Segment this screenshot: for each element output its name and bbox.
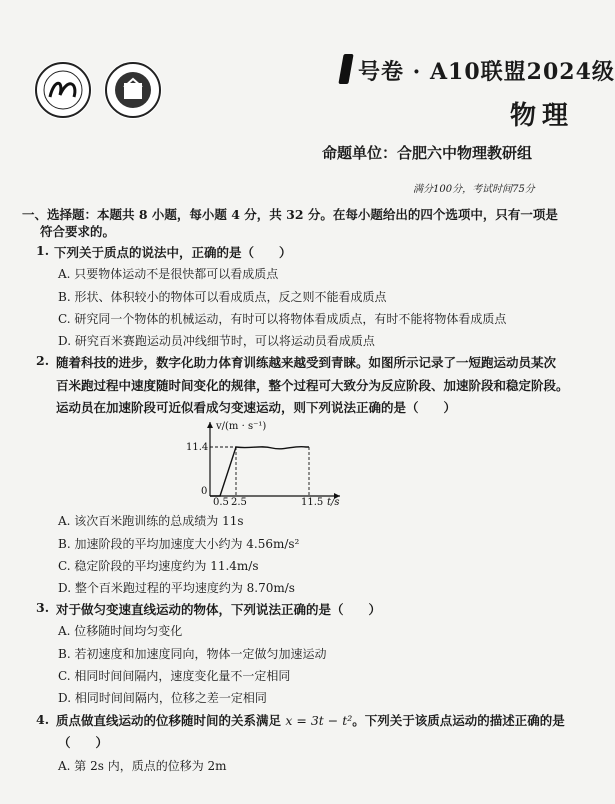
school-seal-icon	[34, 61, 92, 119]
x-tick-11-5: 11.5	[301, 497, 324, 508]
velocity-curve	[210, 447, 309, 496]
question-2-option-b[interactable]: B. 加速阶段的平均加速度大小约为 4.56m/s²	[58, 537, 300, 551]
school-seal-logo	[34, 61, 92, 119]
velocity-time-graph	[180, 418, 350, 506]
exam-title: 号卷 · A10联盟2024级	[358, 59, 615, 85]
education-seal-icon	[104, 61, 162, 119]
origin-label: 0	[201, 486, 208, 497]
y-tick-label: 11.4	[186, 442, 209, 453]
section-heading: 一、选择题：本题共 8 小题，每小题 4 分，共 32 分。在每小题给出的四个选项中，只有一项是	[22, 207, 558, 222]
question-3-number: 3.	[36, 600, 50, 615]
question-4-stem-pre: 质点做直线运动的位移随时间的关系满足	[56, 713, 286, 728]
question-4-number: 4.	[36, 712, 50, 727]
x-tick-0-5: 0.5	[213, 497, 229, 508]
title-marker-icon	[338, 54, 353, 84]
question-2-stem-line3: 运动员在加速阶段可近似看成匀变速运动，则下列说法正确的是（ ）	[56, 400, 457, 415]
question-2-stem-line1: 随着科技的进步，数字化助力体育训练越来越受到青睐。如图所示记录了一短跑运动员某次	[56, 355, 557, 370]
v-axis-arrow-icon	[207, 422, 213, 428]
question-3-option-a[interactable]: A. 位移随时间均匀变化	[58, 624, 183, 638]
question-3-option-d[interactable]: D. 相同时间间隔内，位移之差一定相同	[58, 691, 267, 705]
education-seal-logo	[104, 61, 162, 119]
question-2-option-a[interactable]: A. 该次百米跑训练的总成绩为 11s	[58, 514, 244, 528]
question-1-number: 1.	[36, 243, 50, 258]
question-1-option-c[interactable]: C. 研究同一个物体的机械运动，有时可以将物体看成质点，有时不能将物体看成质点	[58, 312, 507, 326]
question-4-stem	[56, 711, 565, 729]
v-axis-label: v/(m · s⁻¹)	[216, 421, 267, 432]
exam-meta: 满分100分，考试时间75分	[413, 184, 535, 195]
section-heading-cont: 符合要求的。	[40, 224, 116, 239]
subject-title: 物理	[510, 101, 575, 131]
question-3-option-c[interactable]: C. 相同时间间隔内，速度变化量不一定相同	[58, 669, 291, 683]
author-unit: 命题单位：合肥六中物理教研组	[322, 144, 533, 162]
question-2-number: 2.	[36, 353, 50, 368]
question-4-option-a[interactable]: A. 第 2s 内，质点的位移为 2m	[58, 759, 227, 773]
question-3-stem: 对于做匀变速直线运动的物体，下列说法正确的是（ ）	[56, 602, 382, 617]
question-3-option-b[interactable]: B. 若初速度和加速度同向，物体一定做匀加速运动	[58, 647, 327, 661]
question-1-option-b[interactable]: B. 形状、体积较小的物体可以看成质点，反之则不能看成质点	[58, 290, 387, 304]
question-1-stem: 下列关于质点的说法中，正确的是（ ）	[54, 245, 292, 260]
x-tick-2-5: 2.5	[231, 497, 247, 508]
question-2-stem-line2: 百米跑过程中速度随时间变化的规律，整个过程可大致分为反应阶段、加速阶段和稳定阶段。	[56, 378, 569, 393]
question-4-formula: x = 3t − t²	[285, 713, 353, 728]
question-1-option-d[interactable]: D. 研究百米赛跑运动员冲线细节时，可以将运动员看成质点	[58, 334, 375, 348]
question-1-option-a[interactable]: A. 只要物体运动不是很快都可以看成质点	[58, 267, 279, 281]
t-axis-label: t/s	[327, 497, 340, 508]
question-4-stem-post: 。下列关于该质点运动的描述正确的是	[352, 713, 565, 728]
question-4-stem-line2: （ ）	[58, 735, 109, 750]
question-2-option-d[interactable]: D. 整个百米跑过程的平均速度约为 8.70m/s	[58, 581, 295, 595]
question-2-option-c[interactable]: C. 稳定阶段的平均速度约为 11.4m/s	[58, 559, 259, 573]
